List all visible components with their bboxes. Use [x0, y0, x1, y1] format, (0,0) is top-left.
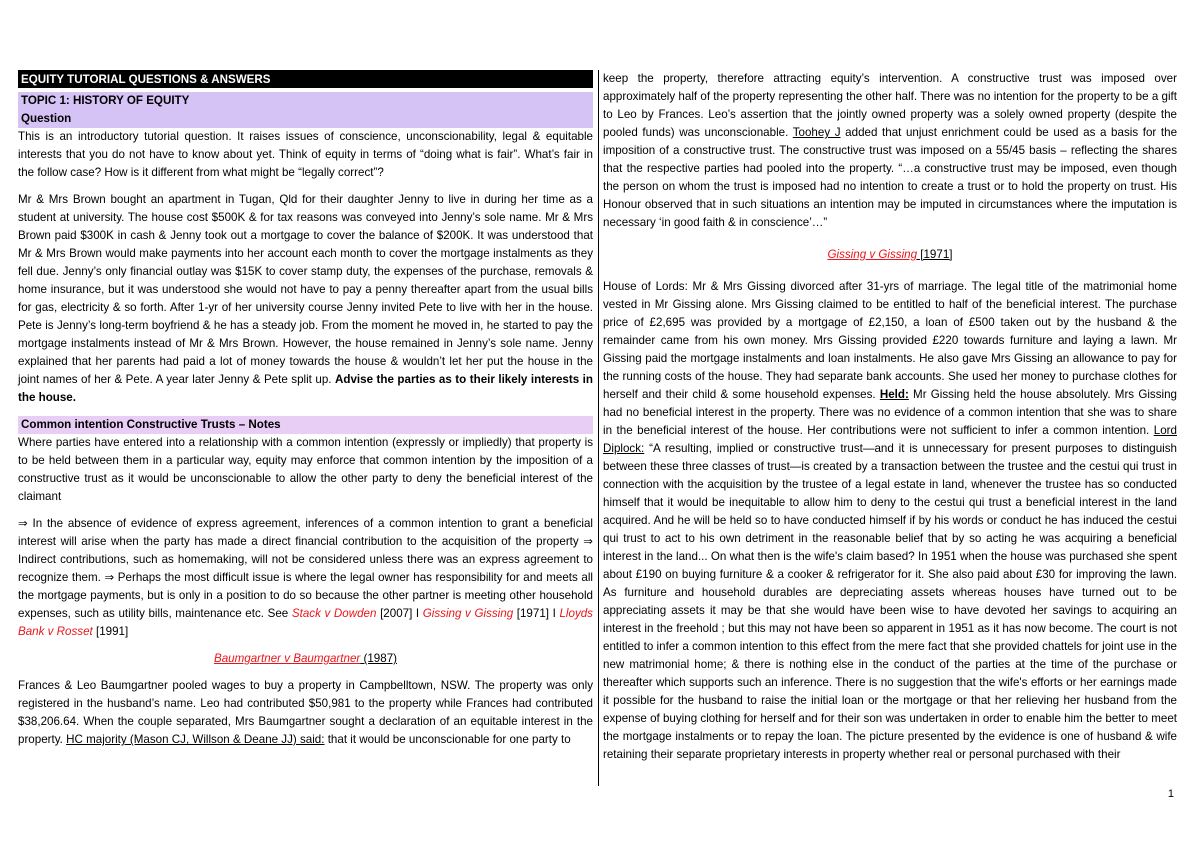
column-divider — [598, 70, 599, 786]
right-column — [603, 70, 1177, 764]
diplock-quote: “A resulting, implied or constructive trust—and it is unnecessary for present purposes to distinguish between these three classes of trust—is created by a transaction between the trustee and the cestui qui trust in connection with the acquisition by the trustee of a legal estate in land, whenever the trustee has so conducted himself that it would be inequitable to allow him to deny to the cestui qui trust a beneficial interest in the land acquired. And he will be held so to have conducted himself if by his words or conduct he has induced the cestui qui trust to act to his own detriment in the reasonable belief that by so acting he was acquiring a beneficial interest in the land... On what then is the wife's claim based? In 1951 when the house was purchased she spent about £190 on buying furniture & a cooker & refrigerator for it. She also paid about £30 for improving the lawn. As furniture and household durables are depreciating assets whereas houses have turned out to be appreciating assets it may be that she would have been wise to have devoted her savings to acquiring an interest in the freehold ; but this may not have been so apparent in 1951 as it has now become. The court is not entitled to infer a common intention to this effect from the mere fact that she provided chattels for joint use in the new matrimonial home; & there is nothing else in the conduct of the parties at the time of the purchase or thereafter which supports such an inference. There is no suggestion that the wife's efforts or her earnings made it possible for the husband to raise the initial loan or the mortgage or that her relieving her husband from the expense of buying clothing for herself and for their son was undertaken in order to enable him the better to meet the mortgage instalments or to repay the loan. The picture presented by the evidence is one of husband & wife retaining their separate proprietary interests in property whether real or personal purchased with their — [603, 442, 1177, 761]
notes-paragraph: Where parties have entered into a relationship with a common intention (expressly or impliedly) that property is to be held between them in a particular way, equity may enforce that common intention by the imposition of a constructive trust as it would be unconscionable to allow the other party to deny the beneficial interest of the claimant — [18, 436, 593, 503]
baumgartner-cont-a: keep the property, therefore attracting equity’s intervention. A constructive trust was imposed over approximately half of the property representing the other half. There was no intention for the property to be a gift to Leo by Frances. Leo’s assertion that the jointly owned property was a solely owned property (despite the pooled funds) was unconscionable. — [603, 72, 1177, 139]
lord-diplock-label: Lord Diplock: — [603, 424, 1177, 455]
held-label: Held: — [879, 388, 909, 401]
question-scenario-paragraph — [18, 191, 593, 407]
topic-heading: TOPIC 1: HISTORY OF EQUITY — [18, 92, 593, 110]
notes-arrows-paragraph — [18, 515, 593, 641]
gissing-facts: House of Lords: Mr & Mrs Gissing divorced after 31-yrs of marriage. The legal title of the matrimonial home vested in Mr Gissing alone. Mrs Gissing claimed to be entitled to half of the beneficial interest. The purchase price of £2,695 was provided by a mortgage of £2,150, a loan of £500 taken out by the husband & the remainder came from his own money. Mrs Gissing provided £220 towards furniture and laying a lawn. Mr Gissing paid the mortgage instalments and loan instalments. He also gave Mrs Gissing an allowance to pay for the running costs of the house. They had separate bank accounts. She used her money to purchase clothes for herself and their child & some household expenses. — [603, 280, 1177, 401]
citation-year: [1971] I — [513, 607, 560, 620]
case-year: (1987) — [360, 652, 397, 665]
question-intro-paragraph: This is an introductory tutorial question. It raises issues of conscience, unconscionability, legal & equitable interests that you do not have to know about yet. Think of equity in terms of “doing what is fair”. What’s fair in the follow case? How is it different from what might be “legally correct”? — [18, 130, 593, 179]
gissing-holding: Mr Gissing held the house absolutely. Mrs Gissing had no beneficial interest in the property. There was no evidence of a common intention that she was to share in the beneficial interest of the house. Her contributions were not sufficient to infer a common intention. — [603, 388, 1177, 437]
baumgartner-paragraph — [18, 677, 593, 749]
left-column — [18, 70, 593, 749]
page-number: 1 — [1167, 788, 1174, 800]
scenario-instruction: Advise the parties as to their likely interests in the house. — [18, 373, 593, 404]
question-heading: Question — [18, 110, 593, 128]
case-name: Gissing v Gissing — [827, 248, 918, 261]
baumgartner-tail: that it would be unconscionable for one party to — [324, 733, 571, 746]
citation-stack-v-dowden: Stack v Dowden — [291, 607, 377, 620]
case-year: [1971] — [917, 248, 953, 261]
baumgartner-cont-b: added that unjust enrichment could be used as a basis for the imposition of a constructive trust. The constructive trust was imposed on a 55/45 basis – reflecting the shares that the respective parties had pooled into the property. “…a constructive trust may be imposed, even though the person on whom the trust is imposed had no intention to create a trust or to hold the property on trust. His Honour observed that in such situations an intention may be imputed in circumstances where the imputation is necessary ‘in good faith & in conscience’…” — [603, 126, 1178, 229]
citation-lloyds-bank-v-rosset: Lloyds Bank v Rosset — [18, 607, 593, 638]
citation-year: [2007] I — [376, 607, 423, 620]
document-title: EQUITY TUTORIAL QUESTIONS & ANSWERS — [18, 70, 593, 88]
citation-year: [1991] — [92, 625, 129, 638]
citation-gissing-v-gissing: Gissing v Gissing — [422, 607, 514, 620]
hc-majority-label: HC majority (Mason CJ, Willson & Deane JJ) said: — [66, 733, 325, 746]
notes-arrows-text: ⇒ In the absence of evidence of express agreement, inferences of a common intention to grant a beneficial interest will arise when the party has made a direct financial contribution to the acquisition of the property ⇒ Indirect contributions, such as homemaking, will not be considered unless there was an express agreement to recognize them. ⇒ Perhaps the most difficult issue is where the legal owner has responsibility for and meets all the mortgage payments, but is only in a position to do so because the other partner is meeting other household expenses, such as utility bills, maintenance etc. See — [18, 517, 593, 620]
baumgartner-continued-paragraph — [603, 70, 1177, 232]
case-heading-gissing — [603, 246, 1177, 264]
gissing-paragraph — [603, 278, 1177, 764]
baumgartner-facts: Frances & Leo Baumgartner pooled wages to buy a property in Campbelltown, NSW. The property was only registered in the husband’s name. Leo had contributed $50,981 to the property while Frances had contributed $38,206.64. When the couple separated, Mrs Baumgartner sought a declaration of an equitable interest in the property. — [18, 679, 593, 746]
case-name: Baumgartner v Baumgartner — [213, 652, 361, 665]
case-heading-baumgartner — [18, 650, 593, 668]
notes-heading: Common intention Constructive Trusts – Notes — [18, 416, 593, 434]
toohey-j-label: Toohey J — [792, 126, 841, 139]
scenario-text: Mr & Mrs Brown bought an apartment in Tugan, Qld for their daughter Jenny to live in during her time as a student at university. The house cost $500K & for tax reasons was conveyed into Jenny’s sole name. Mr & Mrs Brown paid $300K in cash & Jenny took out a mortgage to cover the balance of $200K. It was understood that Mr & Mrs Brown would make payments into her account each month to cover the mortgage instalments as they fell due. Jenny’s only financial outlay was $15K to cover stamp duty, the expenses of the purchase, removals & home insurance, but it was understood she would not have to pay a penny thereafter apart from the usual bills for gas, electricity & so forth. After 1-yr of her university course Jenny invited Pete to live with her in the house. Pete is Jenny’s long-term boyfriend & he has a steady job. From the moment he moved in, he started to pay the mortgage instalments instead of Mr & Mrs Brown. However, the house remained in Jenny’s sole name. Jenny explained that her parents had paid a lot of money towards the house & wouldn’t let her put the house in the joint names of her & Pete. A year later Jenny & Pete split up. — [18, 193, 593, 386]
